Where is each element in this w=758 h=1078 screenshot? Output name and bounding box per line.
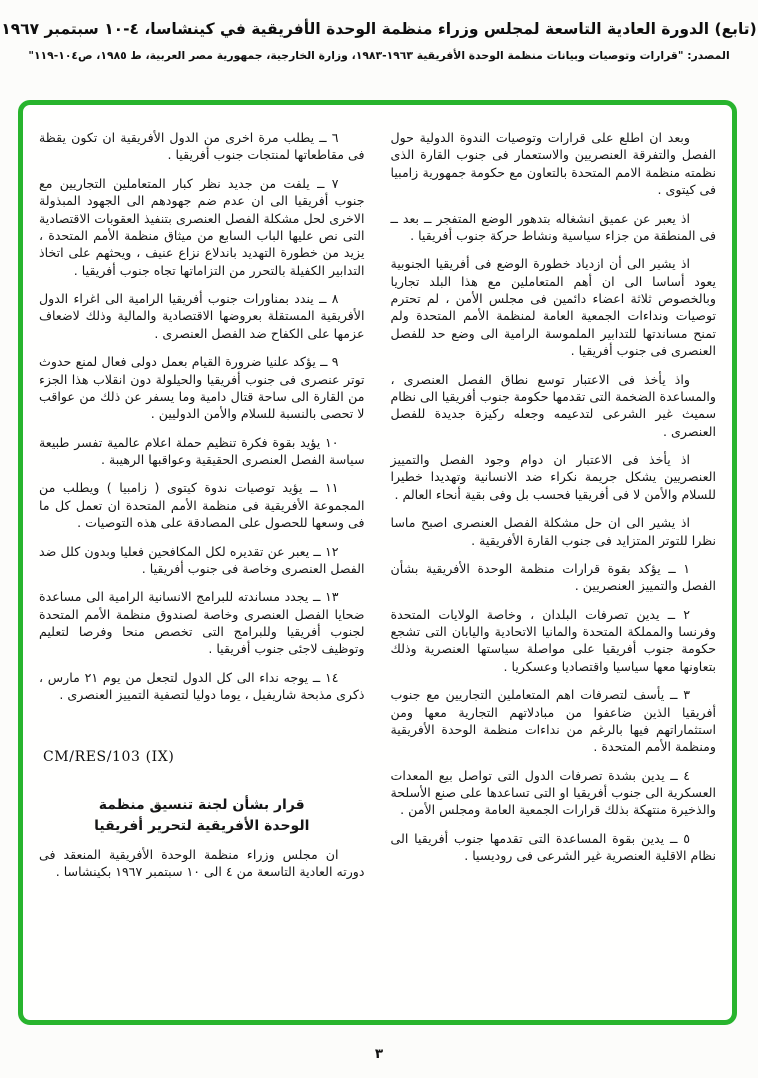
resolution-item-14: ١٤ ــ يوجه نداء الى كل الدول لتجعل من يوم ٢١ مارس ، ذكرى مذبحة شاريفيل ، يوما دوليا لتصفية التمييز العنصرى . (39, 669, 365, 703)
resolution-item-5: ٥ ــ يدين بقوة المساعدة التى تقدمها جنوب أفريقيا الى نظام الاقلية العنصرية غير الشرعى فى روديسيا . (390, 830, 716, 864)
resolution-item-2: ٢ ــ يدين تصرفات البلدان ، وخاصة الولايات المتحدة وفرنسا والمملكة المتحدة والمانيا الاتحادية واليابان التى تشجع حكومة جنوب أفريقيا على مواصلة سياستها العنصرية وذلك بتعاونها معها سياسيا واقتصاديا وعسكريا . (390, 606, 716, 674)
document-reference: CM/RES/103 (IX) (43, 748, 175, 765)
paragraph: اذ يعبر عن عميق انشغاله بتدهور الوضع المتفجر ــ بعد ــ فى المنطقة من جزاء سياسية ونشاط حركة جنوب أفريقيا . (390, 210, 716, 243)
resolution-item-7: ٧ ــ يلفت من جديد نظر كبار المتعاملين التجاريين مع جنوب أفريقيا الى ان عدم ضم جهودهم الى الجهود المبذولة الاخرى لحل مشكلة الفصل العنصرى بتنفيذ العقوبات الاقتصادية التى نص عليها الباب السابع من ميثاق منظمة الأمم المتحدة ، يزيد من خطورة التهديد باندلاع نزاع عنيف ، ويحثهم على اتخاذ التدابير الكفيلة بالتحرر من التزاماتها تجاه جنوب أفريقيا . (39, 175, 365, 278)
resolution-item-13: ١٣ ــ يجدد مساندته للبرامج الانسانية الرامية الى مساعدة ضحايا الفصل العنصرى وخاصة لصندوق منظمة الأمم المتحدة لجنوب أفريقيا وللبرامج التى تخصص منحا وفرصا لتعليم وتوظيف لاجئى جنوب أفريقيا . (39, 589, 365, 657)
resolution-heading (39, 795, 365, 837)
resolution-item-1: ١ ــ يؤكد بقوة قرارات منظمة الوحدة الأفريقية بشأن الفصل والتمييز العنصريين . (390, 560, 716, 594)
resolution-item-3: ٣ ــ يأسف لتصرفات اهم المتعاملين التجاريين مع جنوب أفريقيا الذين ضاعفوا من مبادلاتهم التجارية معها ومن استثماراتهم فيها بالرغم من نداءات منظمة الوحدة الأفريقية ومنظمة الأمم المتحدة . (390, 687, 716, 755)
resolution-item-8: ٨ ــ يندد بمناورات جنوب أفريقيا الرامية الى اغراء الدول الأفريقية المستقلة بعروضها الاقتصادية والمالية وذلك لاضعاف عزمها على الكفاح ضد الفصل العنصرى . (39, 291, 365, 341)
page-header (0, 20, 758, 62)
column-right (391, 129, 717, 1004)
source-citation: المصدر: "قرارات وتوصيات وبيانات منظمة الوحدة الأفريقية ١٩٦٣-١٩٨٣، وزارة الخارجية، جمهورية مصر العربية، ط ١٩٨٥، ص١٠٤-١١٩" (28, 49, 730, 62)
closing-paragraph: ان مجلس وزراء منظمة الوحدة الأفريقية المنعقد فى دورته العادية التاسعة من ٤ الى ١٠ سبتمبر ١٩٦٧ بكينشاسا . (39, 846, 365, 880)
resolution-item-10: ١٠ يؤيد بقوة فكرة تنظيم حملة اعلام عالمية تفسر طبيعة سياسة الفصل العنصرى الحقيقية وعواقبها الرهيبة . (39, 434, 365, 467)
page-number: ٣ (374, 1046, 384, 1062)
green-content-frame (18, 100, 737, 1025)
paragraph: واذ يأخذ فى الاعتبار توسع نطاق الفصل العنصرى ، والمساعدة الضخمة التى تقدمها حكومة جنوب أفريقيا الى نظام سميث غير الشرعى لتدعيمه وجعله ركيزة جديدة للفصل العنصرى . (390, 371, 716, 439)
resolution-heading-line2: الوحدة الأفريقية لتحرير أفريقيا (94, 817, 310, 834)
paragraph: وبعد ان اطلع على قرارات وتوصيات الندوة الدولية حول الفصل والتفرقة العنصريين والاستعمار فى جنوب القارة الذى نظمته منظمة الامم المتحدة بالتعاون مع حكومة جمهورية زامبيا فى كيتوى . (390, 130, 716, 198)
paragraph: اذ يشير الى أن ازدياد خطورة الوضع فى أفريقيا الجنوبية يعود أساسا الى ان أهم المتعاملين مع هذا البلد تجاريا وبالخصوص ثلاثة اعضاء دائمين فى مجلس الأمن ، لم تحترم توصيات ونداءات الجمعية العامة لمنظمة الأمم المتحدة ولم تمنح مساندتها للتدابير الملموسة الرامية الى وضع حد للفصل العنصرى فى جنوب أفريقيا . (390, 256, 716, 359)
resolution-item-6: ٦ ــ يطلب مرة اخرى من الدول الأفريقية ان تكون يقظة فى مقاطعاتها لمنتجات جنوب أفريقيا . (39, 130, 365, 163)
resolution-item-12: ١٢ ــ يعبر عن تقديره لكل المكافحين فعليا وبدون كلل ضد الفصل العنصرى وخاصة فى جنوب أفريقيا . (39, 543, 365, 576)
resolution-item-9: ٩ ــ يؤكد علنيا ضرورة القيام بعمل دولى فعال لمنع حدوث توتر عنصرى فى جنوب أفريقيا والحيلولة دون انقلاب هذا الجزء من القارة الى ساحة قتال دامية وما يسفر عن ذلك من عواقب لا تحصى بالنسبة للسلام والأمن الدوليين . (39, 354, 365, 422)
two-column-body (23, 105, 732, 1020)
column-left (39, 129, 365, 1004)
resolution-heading-line1: قرار بشأن لجنة تنسيق منظمة (98, 796, 305, 813)
resolution-item-11: ١١ ــ يؤيد توصيات ندوة كيتوى ( زامبيا ) ويطلب من المجموعة الأفريقية فى منظمة الأمم المتحدة ان تعمل كل ما فى وسعها للحصول على المصادقة على هذه التوصيات . (39, 480, 365, 531)
session-title: (تابع) الدورة العادية التاسعة لمجلس وزراء منظمة الوحدة الأفريقية في كينشاسا، ٤-١٠ سبتمبر ١٩٦٧ (1, 20, 757, 38)
paragraph: اذ يأخذ فى الاعتبار ان دوام وجود الفصل والتمييز العنصريين يشكل جريمة نكراء ضد الانسانية وتهديدا خطيرا للسلام والأمن لا فى أفريقيا فحسب بل وفى بقية أنحاء العالم . (390, 452, 716, 502)
paragraph: اذ يشير الى ان حل مشكلة الفصل العنصرى اصبح ماسا نظرا للتوتر المتزايد فى جنوب القارة الأفريقية . (390, 515, 716, 548)
resolution-item-4: ٤ ــ يدين بشدة تصرفات الدول التى تواصل بيع المعدات العسكرية الى جنوب أفريقيا او التى تساعدها على صنع الأسلحة والذخيرة منتهكة بذلك قرارات الجمعية العامة ومجلس الأمن . (390, 767, 716, 818)
